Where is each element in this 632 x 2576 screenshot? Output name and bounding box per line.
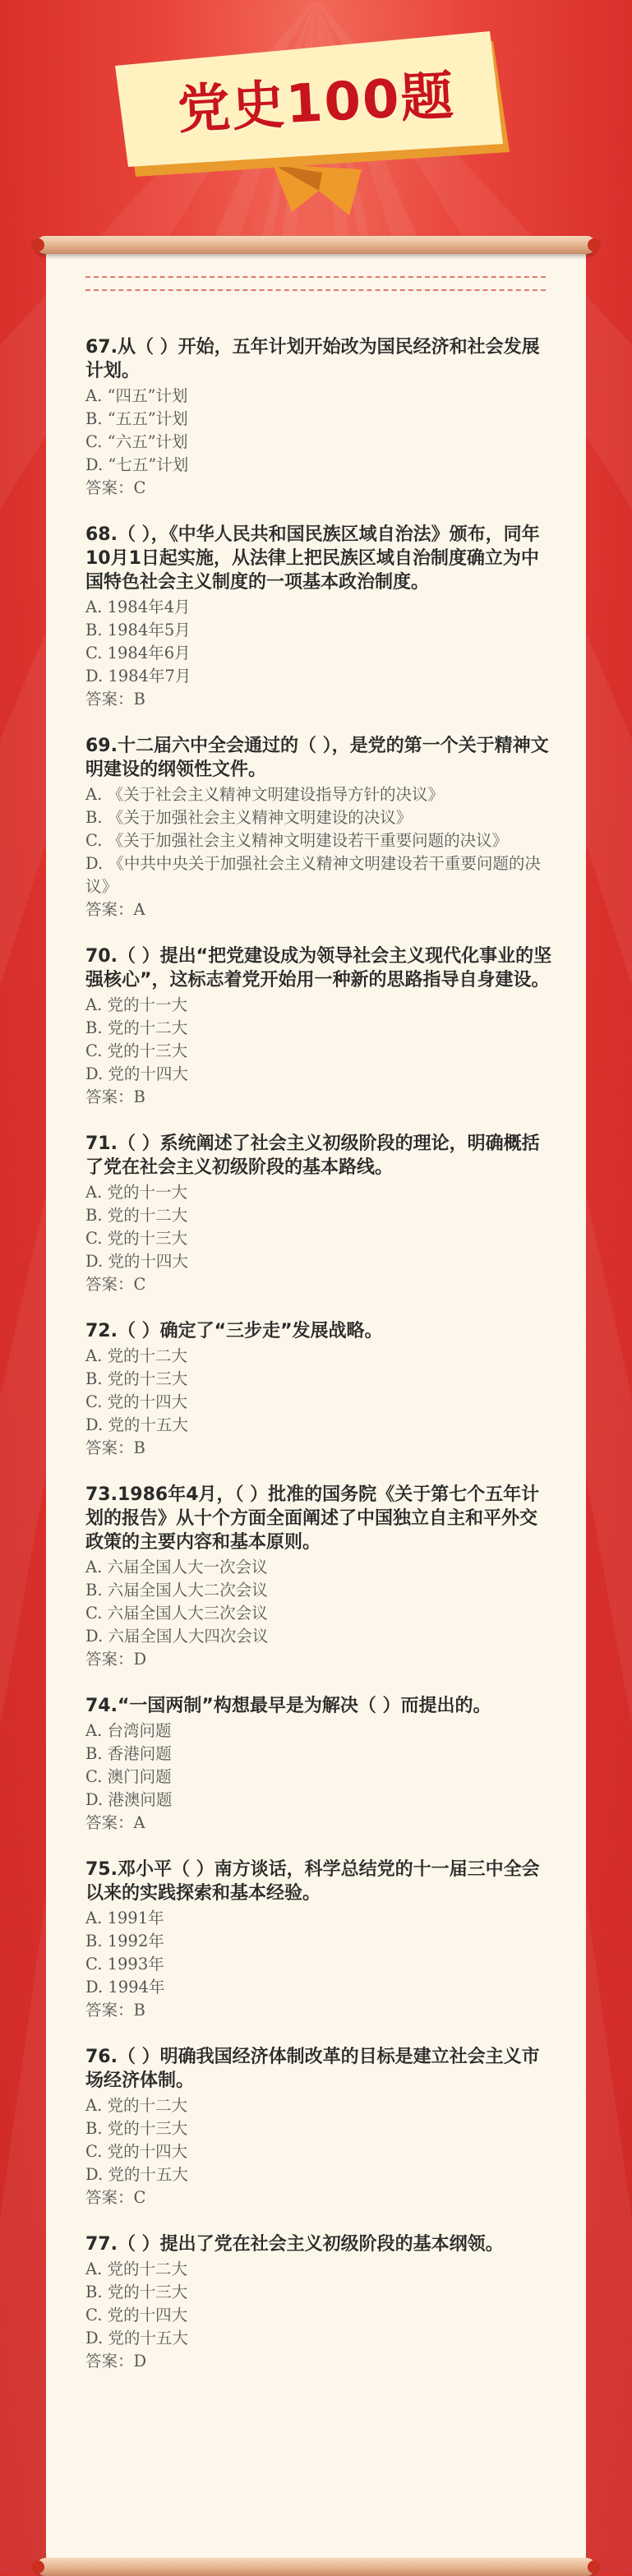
answer-option: C. 澳门问题 — [85, 1767, 172, 1786]
answer-option: B. 六届全国人大二次会议 — [85, 1581, 268, 1600]
answer-option: D. 党的十五大 — [85, 1415, 188, 1434]
answer-option: D. 党的十五大 — [85, 2165, 188, 2184]
correct-answer: 答案：A — [85, 1813, 145, 1832]
question-stem: 75.邓小平（ ）南方谈话，科学总结党的十一届三中全会以来的实践探索和基本经验。 — [85, 1859, 540, 1904]
answer-option: B. 党的十三大 — [85, 2283, 188, 2301]
question-stem: 68.（ ），《中华人民共和国民族区域自治法》颁布，同年10月1日起实施，从法律上把民族区域自治制度确立为中国特色社会主义制度的一项基本政治制度。 — [85, 524, 540, 593]
answer-option: A. 党的十一大 — [85, 995, 187, 1014]
answer-option: A. 党的十二大 — [85, 1346, 187, 1365]
correct-answer: 答案：C — [85, 2188, 146, 2207]
answer-option: D. 1994年 — [85, 1978, 165, 1997]
correct-answer: 答案：D — [85, 1650, 147, 1669]
question-stem: 74.“一国两制”构想最早是为解决（ ）而提出的。 — [85, 1696, 491, 1716]
correct-answer: 答案：D — [85, 2352, 147, 2371]
question-item — [85, 734, 554, 921]
question-stem: 73.1986年4月，（ ）批准的国务院《关于第七个五年计划的报告》从十个方面全面阐述了中国独立自主和平外交政策的主要内容和基本原则。 — [85, 1484, 540, 1553]
answer-option: A. 1991年 — [85, 1909, 164, 1927]
answer-option: A. 党的十二大 — [85, 2096, 187, 2115]
answer-option: B. “五五”计划 — [85, 409, 188, 428]
question-item — [85, 523, 554, 711]
title-banner — [0, 0, 632, 247]
answer-option: B. 1984年5月 — [85, 621, 191, 639]
correct-answer: 答案：C — [85, 1275, 146, 1294]
answer-option: B. 党的十二大 — [85, 1018, 188, 1037]
question-item — [85, 335, 554, 500]
question-stem: 76.（ ）明确我国经济体制改革的目标是建立社会主义市场经济体制。 — [85, 2047, 540, 2091]
question-item — [85, 1694, 554, 1835]
answer-option: A. 台湾问题 — [85, 1721, 172, 1740]
answer-option: D. 六届全国人大四次会议 — [85, 1627, 269, 1646]
answer-option: C. 《关于加强社会主义精神文明建设若干重要问题的决议》 — [85, 831, 509, 850]
scroll-rod-top — [36, 236, 596, 254]
question-item — [85, 2045, 554, 2209]
scroll-rod-bottom — [36, 2558, 596, 2576]
answer-option: A. “四五”计划 — [85, 386, 188, 405]
answer-option: B. 党的十二大 — [85, 1206, 188, 1225]
correct-answer: 答案：B — [85, 1438, 145, 1457]
answer-option: C. 1993年 — [85, 1955, 164, 1974]
answer-option: D. 《中共中央关于加强社会主义精神文明建设若干重要问题的决议》 — [85, 854, 541, 896]
answer-option: C. 党的十四大 — [85, 2142, 188, 2161]
answer-option: B. 香港问题 — [85, 1744, 172, 1763]
answer-option: C. 1984年6月 — [85, 644, 191, 662]
correct-answer: 答案：A — [85, 900, 145, 919]
answer-option: D. 1984年7月 — [85, 667, 191, 686]
divider-top-2 — [85, 289, 546, 291]
answer-option: D. 港澳问题 — [85, 1790, 173, 1809]
divider-top-1 — [85, 276, 546, 278]
question-stem: 70.（ ）提出“把党建设成为领导社会主义现代化事业的坚强核心”，这标志着党开始用一种新的思路指导自身建设。 — [85, 946, 552, 990]
question-item — [85, 1319, 554, 1460]
answer-option: C. 党的十四大 — [85, 1392, 188, 1411]
scroll-paper — [46, 245, 586, 2561]
question-stem: 69.十二届六中全会通过的（ ），是党的第一个关于精神文明建设的纲领性文件。 — [85, 736, 549, 780]
answer-option: A. 《关于社会主义精神文明建设指导方针的决议》 — [85, 785, 444, 804]
correct-answer: 答案：C — [85, 478, 146, 497]
answer-option: C. 党的十三大 — [85, 1229, 188, 1248]
answer-option: D. 党的十四大 — [85, 1064, 188, 1083]
question-stem: 72.（ ）确定了“三步走”发展战略。 — [85, 1321, 383, 1341]
answer-option: A. 六届全国人大一次会议 — [85, 1558, 268, 1577]
correct-answer: 答案：B — [85, 2001, 145, 2020]
question-item — [85, 944, 554, 1109]
page-title: 党史100题 — [176, 66, 457, 141]
question-stem: 71.（ ）系统阐述了社会主义初级阶段的理论，明确概括了党在社会主义初级阶段的基本路线。 — [85, 1133, 540, 1178]
answer-option: C. “六五”计划 — [85, 432, 188, 451]
answer-option: B. 《关于加强社会主义精神文明建设的决议》 — [85, 808, 413, 827]
question-stem: 67.从（ ）开始，五年计划开始改为国民经济和社会发展计划。 — [85, 337, 540, 381]
question-stem: 77.（ ）提出了党在社会主义初级阶段的基本纲领。 — [85, 2234, 504, 2255]
correct-answer: 答案：B — [85, 690, 145, 709]
answer-option: B. 1992年 — [85, 1932, 164, 1950]
correct-answer: 答案：B — [85, 1087, 145, 1106]
answer-option: D. “七五”计划 — [85, 455, 189, 474]
answer-option: A. 1984年4月 — [85, 598, 191, 616]
answer-option: D. 党的十四大 — [85, 1252, 188, 1271]
answer-option: A. 党的十一大 — [85, 1183, 187, 1202]
question-item — [85, 1858, 554, 2022]
answer-option: B. 党的十三大 — [85, 2119, 188, 2138]
question-item — [85, 1132, 554, 1296]
question-list — [85, 335, 554, 2396]
answer-option: C. 党的十四大 — [85, 2306, 188, 2324]
answer-option: A. 党的十二大 — [85, 2260, 187, 2278]
question-item — [85, 2232, 554, 2373]
answer-option: D. 党的十五大 — [85, 2329, 188, 2347]
answer-option: C. 党的十三大 — [85, 1041, 188, 1060]
question-item — [85, 1483, 554, 1671]
answer-option: C. 六届全国人大三次会议 — [85, 1604, 268, 1623]
answer-option: B. 党的十三大 — [85, 1369, 188, 1388]
